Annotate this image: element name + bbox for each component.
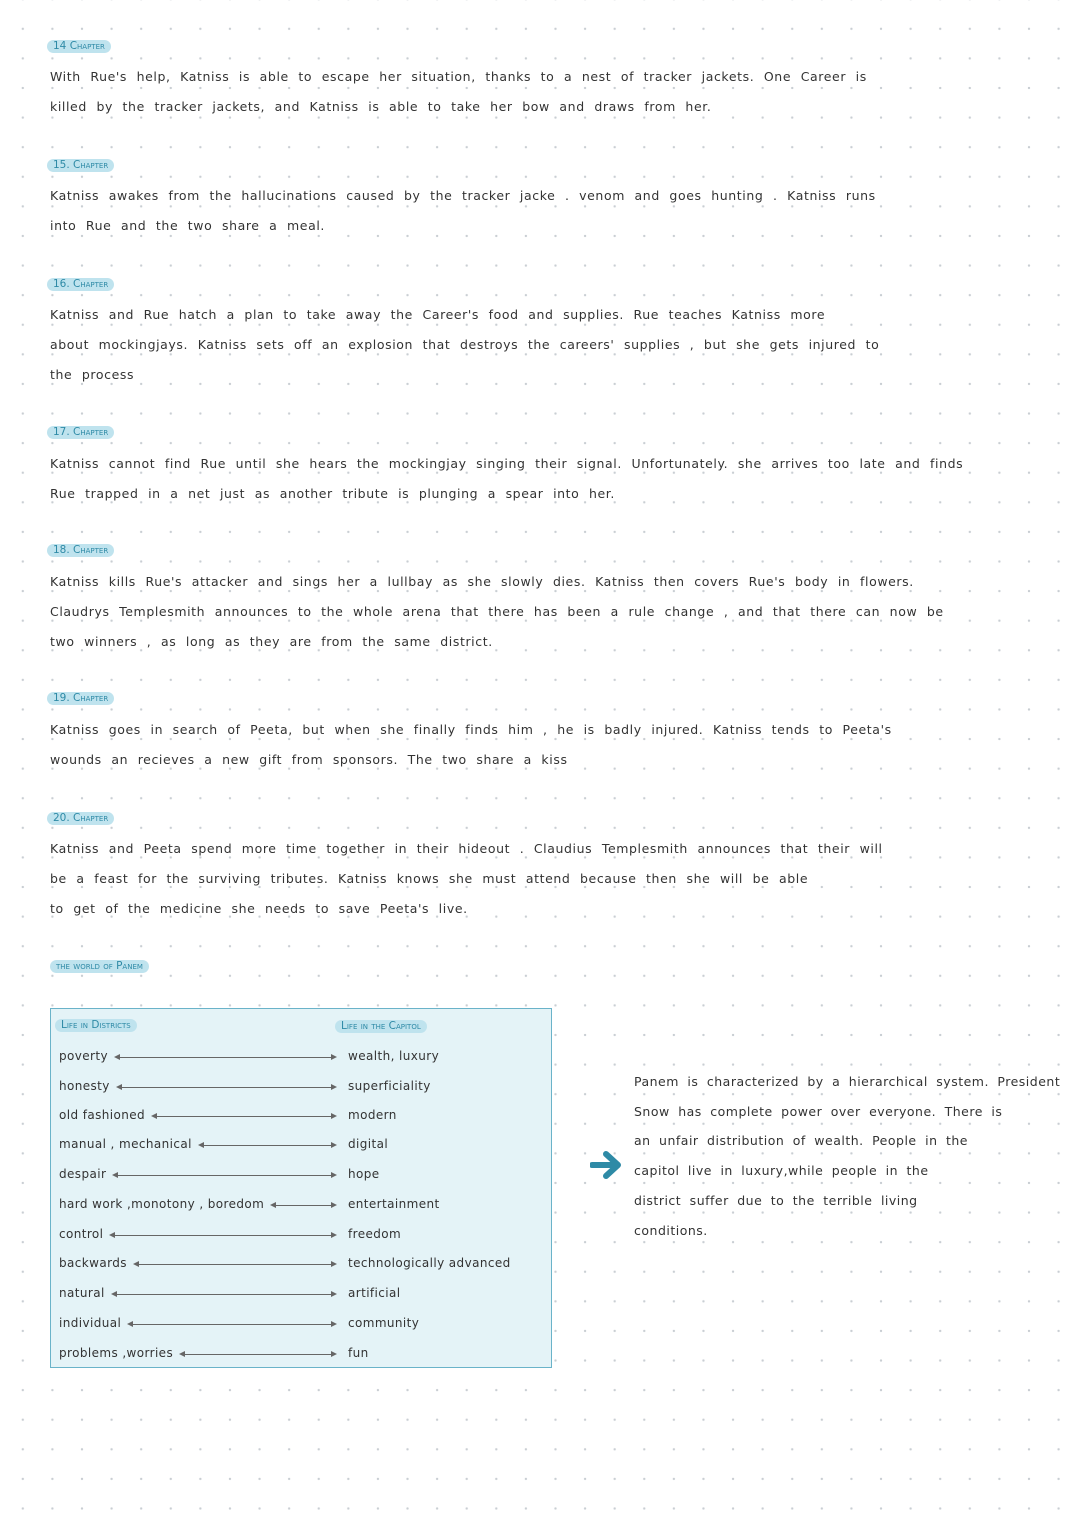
capitol-trait: superficiality [348, 1079, 431, 1093]
chapter-text-line: into Rue and the two share a meal. [50, 218, 325, 233]
districts-heading: Life in Districts [55, 1019, 137, 1032]
capitol-trait: technologically advanced [348, 1256, 511, 1270]
chapter-text-line: Katniss cannot find Rue until she hears the mockingjay singing their signal. Unfortunately. she arrives too late and finds [50, 456, 964, 471]
district-trait: despair [59, 1167, 107, 1181]
summary-line: Snow has complete power over everyone. There is [634, 1103, 1003, 1119]
district-trait: old fashioned [59, 1108, 146, 1122]
double-arrow-icon [118, 1057, 333, 1058]
chapter-heading: 18. Chapter [47, 544, 114, 557]
capitol-trait: artificial [348, 1286, 401, 1300]
double-arrow-icon [183, 1354, 333, 1355]
chapter-text-line: Katniss kills Rue's attacker and sings her a lullbay as she slowly dies. Katniss then covers Rue's body in flowers. [50, 574, 914, 589]
chapter-heading: 14 Chapter [47, 40, 111, 53]
chapter-text-line: Katniss goes in search of Peeta, but when she finally finds him , he is badly injured. Katniss tends to Peeta's [50, 722, 892, 737]
double-arrow-icon [113, 1235, 333, 1236]
capitol-trait: wealth, luxury [348, 1049, 440, 1063]
districts-vs-capitol-table [50, 1008, 552, 1368]
world-heading: the world of Panem [50, 960, 149, 973]
district-trait: poverty [59, 1049, 108, 1063]
district-trait: honesty [59, 1079, 110, 1093]
chapter-text-line: wounds an recieves a new gift from sponsors. The two share a kiss [50, 752, 568, 767]
chapter-text-line: With Rue's help, Katniss is able to escape her situation, thanks to a nest of tracker jackets. One Career is [50, 69, 867, 84]
double-arrow-icon [131, 1324, 333, 1325]
chapter-text-line: two winners , as long as they are from the same district. [50, 634, 493, 649]
chapter-text-line: Katniss awakes from the hallucinations caused by the tracker jacke . venom and goes hunting . Katniss runs [50, 188, 876, 203]
capitol-trait: digital [348, 1137, 389, 1151]
summary-line: conditions. [634, 1222, 708, 1238]
district-trait: manual , mechanical [59, 1137, 192, 1151]
double-arrow-icon [120, 1087, 333, 1088]
double-arrow-icon [137, 1264, 333, 1265]
double-arrow-icon [116, 1175, 333, 1176]
chapter-heading: 15. Chapter [47, 159, 114, 172]
chapter-text-line: Claudrys Templesmith announces to the whole arena that there has been a rule change , and that there can now be [50, 604, 944, 619]
chapter-text-line: Katniss and Peeta spend more time together in their hideout . Claudius Templesmith announces that their will [50, 841, 883, 856]
capitol-trait: modern [348, 1108, 397, 1122]
capitol-heading: Life in the Capitol [335, 1020, 427, 1033]
district-trait: hard work ,monotony , boredom [59, 1197, 265, 1211]
capitol-trait: hope [348, 1167, 380, 1181]
chapter-heading: 17. Chapter [47, 426, 114, 439]
summary-line: district suffer due to the terrible living [634, 1192, 918, 1208]
right-arrow-icon [590, 1150, 626, 1180]
district-trait: problems ,worries [59, 1346, 174, 1360]
district-trait: natural [59, 1286, 105, 1300]
capitol-trait: entertainment [348, 1197, 440, 1211]
capitol-trait: fun [348, 1346, 369, 1360]
district-trait: control [59, 1227, 104, 1241]
summary-line: Panem is characterized by a hierarchical system. President [634, 1074, 1061, 1089]
double-arrow-icon [274, 1205, 333, 1206]
chapter-text-line: Katniss and Rue hatch a plan to take away the Career's food and supplies. Rue teaches Katniss more [50, 307, 826, 322]
double-arrow-icon [155, 1116, 333, 1117]
chapter-heading: 19. Chapter [47, 692, 114, 705]
district-trait: individual [59, 1316, 122, 1330]
chapter-text-line: killed by the tracker jackets, and Katniss is able to take her bow and draws from her. [50, 99, 712, 114]
double-arrow-icon [115, 1294, 333, 1295]
chapter-text-line: the process [50, 367, 135, 382]
chapter-text-line: Rue trapped in a net just as another tribute is plunging a spear into her. [50, 486, 615, 501]
summary-line: capitol live in luxury,while people in the [634, 1163, 929, 1179]
double-arrow-icon [202, 1145, 333, 1146]
chapter-text-line: to get of the medicine she needs to save Peeta's live. [50, 901, 468, 916]
chapter-heading: 20. Chapter [47, 812, 114, 825]
chapter-text-line: be a feast for the surviving tributes. Katniss knows she must attend because then she will be able [50, 871, 809, 886]
summary-line: an unfair distribution of wealth. People in the [634, 1133, 968, 1149]
capitol-trait: community [348, 1316, 420, 1330]
chapter-heading: 16. Chapter [47, 278, 114, 291]
capitol-trait: freedom [348, 1227, 402, 1241]
district-trait: backwards [59, 1256, 127, 1270]
chapter-text-line: about mockingjays. Katniss sets off an explosion that destroys the careers' supplies , but she gets injured to [50, 337, 880, 352]
